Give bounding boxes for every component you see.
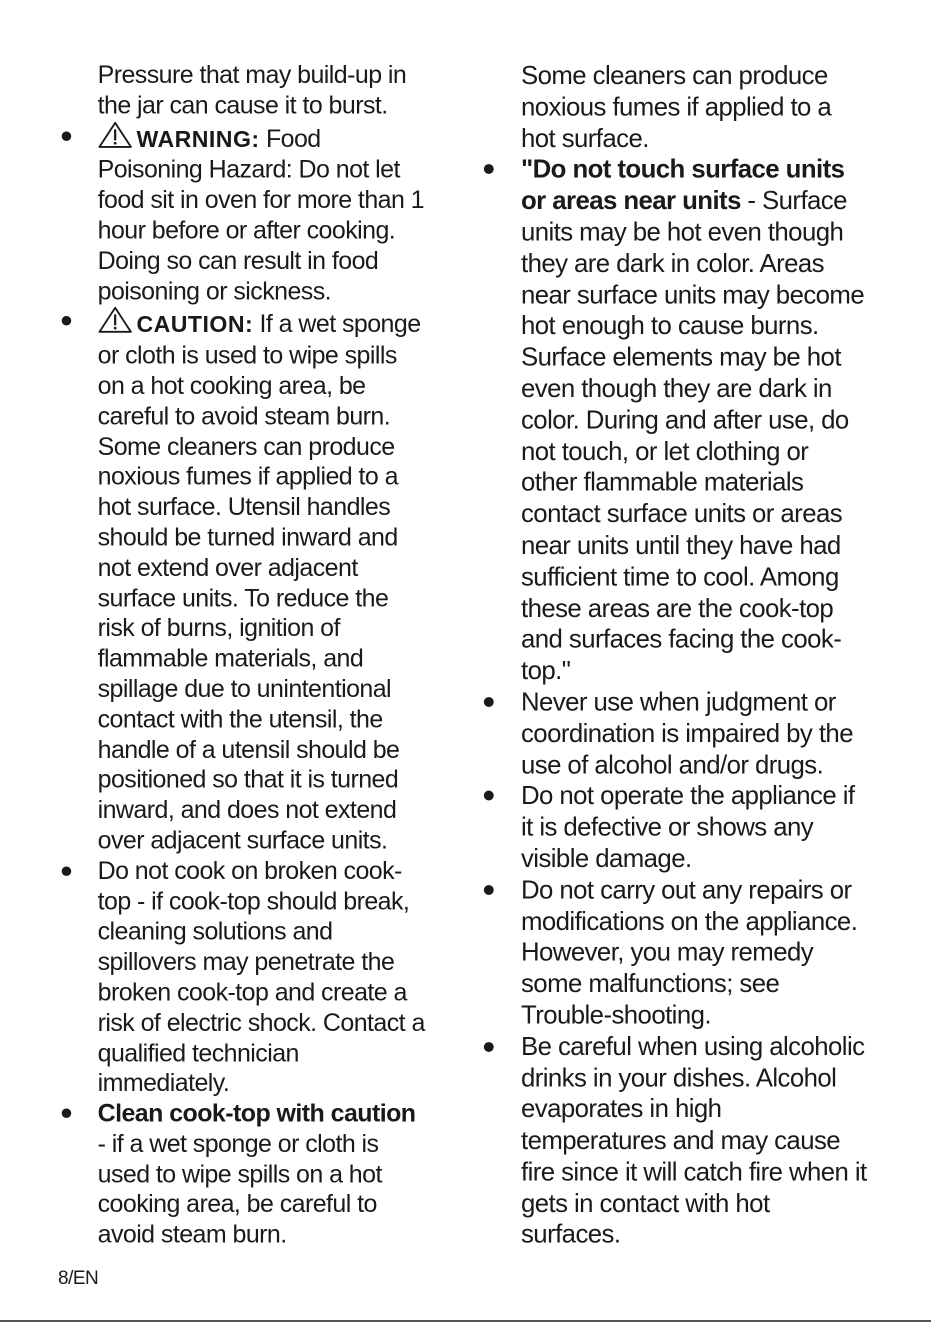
bullet-icon: ●	[481, 1032, 496, 1059]
bullet-icon: ●	[481, 782, 496, 809]
caution-text: If a wet sponge or cloth is used to wipe spills on a hot cooking area, be careful to avoid steam burn. Some cleaners can produce noxious fumes if applied to a hot surface. Utensil handles should be turned inward and not extend over adjacent surface units. To reduce the risk of burns, ignition of flammable materials, and spillage due to unintentional contact with the utensil, the handle of a utensil should be positioned so that it is turned inward, and does not extend over adjacent surface units.	[97, 309, 421, 855]
list-item-repairs	[478, 874, 870, 1031]
list-item-alcohol	[478, 1031, 870, 1250]
do-not-touch-text: - Surface units may be hot even though they are dark in color. Areas near surface units may become hot enough to cause burns. Surface elements may be hot even though they are dark in color. During and after use, do not touch, or let clothing or other flammable materials contact surface units or areas near units until they have had sufficient time to cool. Among these areas are the cook-top and surfaces facing the cook-top."	[520, 186, 865, 685]
list-item-broken-cooktop	[56, 856, 426, 1099]
list-item-judgment	[478, 686, 870, 780]
warning-signal-word: WARNING:	[136, 126, 260, 153]
defective-text: Do not operate the appliance if it is defective or shows any visible damage.	[520, 781, 855, 873]
list-item-caution	[56, 306, 426, 856]
left-column	[56, 60, 426, 1250]
caution-signal-word: CAUTION:	[136, 311, 254, 338]
warning-triangle-icon	[98, 306, 133, 334]
bullet-icon: ●	[481, 688, 496, 715]
list-item-clean-cooktop	[56, 1098, 426, 1250]
warning-triangle-icon	[98, 121, 133, 149]
bullet-icon: ●	[59, 308, 73, 334]
right-continuation-text: Some cleaners can produce noxious fumes if applied to a hot surface.	[520, 60, 832, 153]
bullet-icon: ●	[59, 1100, 73, 1126]
left-continuation-text: Pressure that may build-up in the jar can cause it to burst.	[97, 60, 407, 119]
page-number: 8/EN	[58, 1268, 99, 1289]
list-item-warning	[56, 121, 426, 307]
judgment-text: Never use when judgment or coordination is impaired by the use of alcohol and/or drugs.	[520, 687, 853, 779]
clean-cooktop-heading: Clean cook-top with caution	[97, 1099, 416, 1128]
bullet-icon: ●	[59, 857, 73, 883]
do-not-touch-heading: "Do not touch surface units or areas near units	[520, 154, 845, 215]
right-column	[478, 60, 870, 1250]
alcohol-text: Be careful when using alcoholic drinks in your dishes. Alcohol evaporates in high temperatures and may cause fire since it will catch fire when it gets in contact with hot surfaces.	[520, 1031, 867, 1249]
repairs-text: Do not carry out any repairs or modifications on the appliance. However, you may remedy some malfunctions; see Trouble-shooting.	[520, 875, 858, 1030]
bottom-divider	[0, 1320, 931, 1322]
bullet-icon: ●	[481, 876, 496, 903]
bullet-icon: ●	[59, 122, 73, 148]
list-item-defective	[478, 780, 870, 874]
list-item-do-not-touch	[478, 154, 870, 686]
bullet-icon: ●	[481, 155, 496, 182]
warning-text: Food Poisoning Hazard: Do not let food sit in oven for more than 1 hour before or after cooking. Doing so can result in food poisoning or sickness.	[97, 124, 425, 305]
clean-cooktop-text: - if a wet sponge or cloth is used to wipe spills on a hot cooking area, be careful to avoid steam burn.	[97, 1129, 382, 1249]
broken-cooktop-text: Do not cook on broken cook-top - if cook-top should break, cleaning solutions and spillovers may penetrate the broken cook-top and create a risk of electric shock. Contact a qualified technician immediately.	[97, 856, 425, 1097]
